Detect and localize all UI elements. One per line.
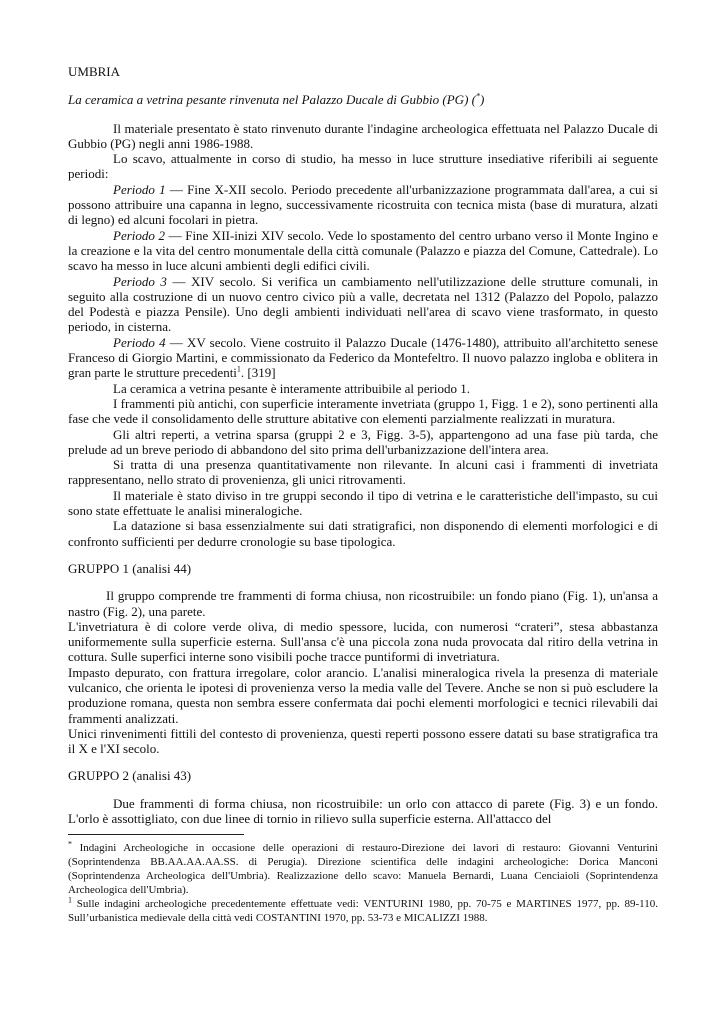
intro-paragraph: Lo scavo, attualmente in corso di studio, ha messo in luce strutture insediative riferibili ai seguente periodi: <box>68 151 658 182</box>
group-2-paragraph: Due frammenti di forma chiusa, non ricostruibile: un orlo con attacco di parete (Fig. 3) e un fondo. L'orlo è assottigliato, con due linee di tornio in rilievo sulla superficie esterna. All'attacco del <box>68 795 658 827</box>
footnote-mark: 1 <box>68 895 72 905</box>
body-paragraph: La ceramica a vetrina pesante è interamente attribuibile al periodo 1. <box>113 380 470 396</box>
group-1-paragraph: Impasto depurato, con frattura irregolare, color arancio. L'analisi mineralogica rivela la presenza di materiale vulcanico, che orienta le ipotesi di provenienza verso la media valle del Tevere. Anche se non si può escludere la produzione romana, questa non sembra essere confermata dai pochi elementi morfologici e tecnici rilevabili dai frammenti analizzati. <box>68 664 658 726</box>
document-page <box>68 64 658 925</box>
footnote-mark: * <box>68 839 72 849</box>
group-1-paragraph: L'invetriatura è di colore verde oliva, di medio spessore, lucida, con numerosi “crateri”, stesa abbastanza uniformemente sulla superficie esterna. Sull'ansa c'è una piccola zona nuda provocata dal ritiro della vetrina in cottura. Sulle superfici interne sono visibili poche tracce puntiformi di invetriatura. <box>68 618 658 665</box>
period-label: Periodo 1 <box>113 181 166 197</box>
period-paragraph: Periodo 4 — XV secolo. Viene costruito il Palazzo Ducale (1476-1480), attribuito all'architetto senese Franceso di Giorgio Martini, e commissionato da Federico da Montefeltro. Il nuovo palazzo ingloba e oblitera in gran parte le strutture precedenti$^1$. [319] <box>68 334 658 381</box>
title-footnote-mark[interactable]: * <box>475 91 480 101</box>
body-paragraph: Gli altri reperti, a vetrina sparsa (gruppi 2 e 3, Figg. 3-5), appartengono ad una fase più tarda, che prelude ad un breve periodo di abbandono del sito prima dell'urbanizzazione dell'intera area. <box>68 426 658 457</box>
period-paragraph: Periodo 3 — XIV secolo. Si verifica un cambiamento nell'utilizzazione delle strutture comunali, in seguito alla costruzione di un nuovo centro civico più a valle, decretata nel 1312 (Palazzo del Popolo, palazzo del Podestà e piazza Pensile). Uno degli ambienti individuati nell'area di scavo viene trasformato, in questo periodo, in cisterna. <box>68 273 658 335</box>
footnote: * Indagini Archeologiche in occasione delle operazioni di restauro-Direzione dei lavori di restauro: Giovanni Venturini (Soprintendenza BB.AA.AA.AA.SS. di Perugia). Direzione scientifica delle indagini archeologiche: Dorica Manconi (Soprintendenza Archeologica dell'Umbria). Realizzazione dello scavo: Manuela Bernardi, Luana Cenciaioli (Soprintendenza Archeologica dell'Umbria). <box>68 839 658 897</box>
footnote-ref[interactable]: 1 <box>236 365 241 375</box>
region-heading: UMBRIA <box>68 64 121 79</box>
body-paragraph: I frammenti più antichi, con superficie interamente invetriata (gruppo 1, Figg. 1 e 2), sono pertinenti alla fase che vede il consolidamento delle strutture abitative con elementi parzialmente realizzati in muratura. <box>68 395 658 427</box>
group-1-paragraph: Il gruppo comprende tre frammenti di forma chiusa, non ricostruibile: un fondo piano (Fig. 1), un'ansa a nastro (Fig. 2), una parete. <box>68 588 658 619</box>
period-label: Periodo 4 <box>113 334 166 350</box>
period-paragraph: Periodo 2 — Fine XII-inizi XIV secolo. Vede lo spostamento del centro urbano verso il Monte Ingino e la creazione e la vita del centro monumentale della città comunale (Palazzo e piazza del Comune, Cattedrale). Lo scavo ha messo in luce alcuni ambienti degli edifici civili. <box>68 227 658 274</box>
period-paragraph: Periodo 1 — Fine X-XII secolo. Periodo precedente all'urbanizzazione programmata dall'area, a cui si possono attribuire una capanna in legno, successivamente ricostruita con tecnica mista (base di muratura, alzati di legno) ed alcuni focolari in pietra. <box>68 181 658 228</box>
period-label: Periodo 3 <box>113 273 167 289</box>
body-paragraph: Si tratta di una presenza quantitativamente non rilevante. In alcuni casi i frammenti di invetriata rappresentano, nello strato di provenienza, gli unici ritrovamenti. <box>68 457 658 488</box>
section-heading-group-1: GRUPPO 1 (analisi 44) <box>68 560 192 576</box>
group-1-paragraph: Unici rinvenimenti fittili del contesto di provenienza, questi reperti possono essere datati su base stratigrafica tra il X e l'XI secolo. <box>68 725 658 757</box>
footnote: $^1$ Sulle indagini archeologiche precedentemente effettuate vedi: VENTURINI 1980, pp. 70-75 e MARTINES 1977, pp. 89-110. Sull’urbanistica medievale della città vedi COSTANTINI 1970, pp. 53-73 e MICALIZZI 1988. <box>68 895 658 925</box>
article-title: La ceramica a vetrina pesante rinvenuta nel Palazzo Ducale di Gubbio (PG) (*) <box>68 91 485 108</box>
body-paragraph: Il materiale è stato diviso in tre gruppi secondo il tipo di vetrina e le caratteristiche dell'impasto, su cui sono state effettuate le analisi mineralogiche. <box>68 487 658 519</box>
intro-paragraph: Il materiale presentato è stato rinvenuto durante l'indagine archeologica effettuata nel Palazzo Ducale di Gubbio (PG) negli anni 1986-1988. <box>68 120 658 151</box>
body-paragraph: La datazione si basa essenzialmente sui dati stratigrafici, non disponendo di elementi morfologici e di confronto sufficienti per dedurre cronologie su base tipologica. <box>68 518 658 549</box>
period-label: Periodo 2 <box>113 227 165 243</box>
section-heading-group-2: GRUPPO 2 (analisi 43) <box>68 768 192 784</box>
footnote-separator <box>68 834 244 835</box>
